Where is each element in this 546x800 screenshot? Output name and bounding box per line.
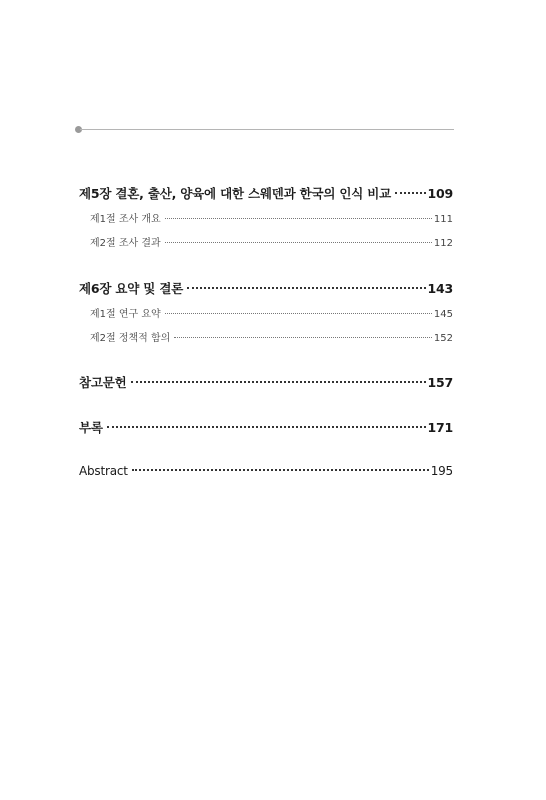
toc-entry-chapter-6[interactable] — [79, 279, 453, 297]
toc-entry-section-5-1[interactable] — [90, 210, 453, 225]
toc-entry-references[interactable] — [79, 373, 453, 391]
toc-dot-leader — [165, 242, 432, 243]
toc-entry-section-6-1[interactable] — [90, 305, 453, 320]
toc-dot-leader — [165, 313, 432, 314]
toc-entry-appendix[interactable] — [79, 418, 453, 436]
toc-entry-label: 제5장 결혼, 출산, 양육에 대한 스웨덴과 한국의 인식 비교 — [79, 186, 392, 201]
toc-dot-leader — [132, 469, 429, 471]
toc-entry-chapter-5[interactable] — [79, 184, 453, 202]
toc-dot-leader — [131, 381, 426, 383]
toc-entry-page: 195 — [430, 464, 453, 478]
toc-entry-section-5-2[interactable] — [90, 234, 453, 249]
toc-entry-page: 143 — [427, 281, 453, 296]
toc-entry-page: 109 — [427, 186, 453, 201]
toc-entry-page: 112 — [433, 238, 453, 249]
toc-dot-leader — [174, 337, 432, 338]
toc-entry-page: 152 — [433, 333, 453, 344]
toc-dot-leader — [395, 192, 425, 194]
toc-entry-page: 111 — [433, 214, 453, 225]
toc-entry-section-6-2[interactable] — [90, 329, 453, 344]
toc-dot-leader — [165, 218, 432, 219]
toc-entry-label: 제2절 정책적 함의 — [90, 333, 171, 344]
toc-entry-page: 171 — [427, 420, 453, 435]
toc-entry-label: 제6장 요약 및 결론 — [79, 281, 184, 296]
toc-entry-label: 부록 — [79, 420, 103, 435]
toc-entry-page: 145 — [433, 309, 453, 320]
toc-entry-label: Abstract — [79, 464, 128, 478]
toc-entry-label: 제1절 연구 요약 — [90, 309, 161, 320]
toc-entry-label: 참고문헌 — [79, 375, 127, 390]
toc-entry-abstract[interactable] — [79, 464, 453, 478]
toc-entry-label: 제1절 조사 개요 — [90, 214, 161, 225]
toc-entry-page: 157 — [427, 375, 453, 390]
toc-entry-label: 제2절 조사 결과 — [90, 238, 161, 249]
header-rule — [80, 129, 454, 130]
toc-dot-leader — [187, 287, 425, 289]
toc-dot-leader — [107, 426, 426, 428]
